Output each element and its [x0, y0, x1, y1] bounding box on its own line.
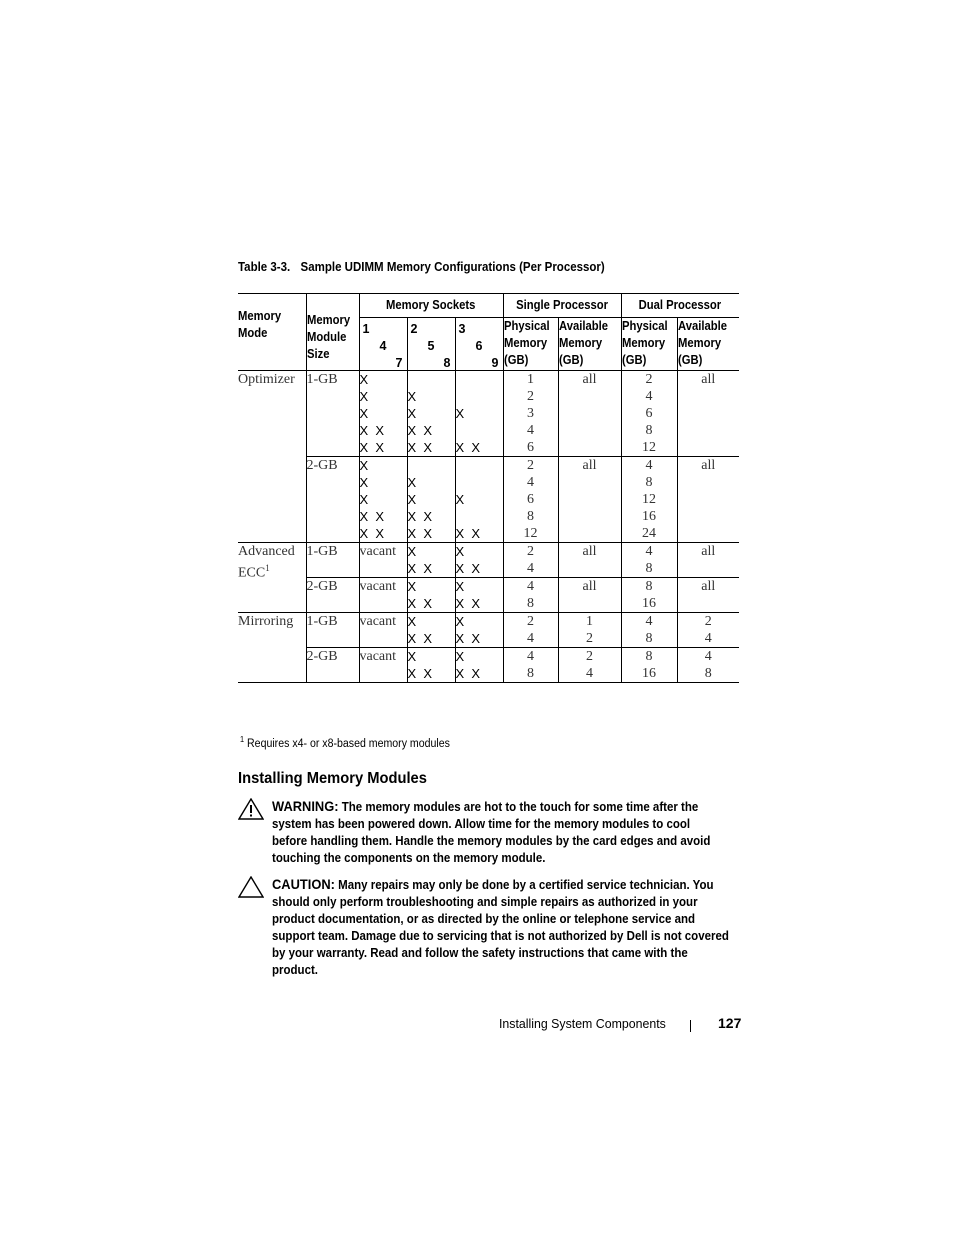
dual-available-cell: all: [677, 578, 739, 613]
warning-line: touching the components on the memory module.: [272, 851, 546, 865]
warning-line: system has been powered down. Allow time for the memory modules to cool: [272, 817, 691, 831]
memory-mode-cell: Mirroring: [238, 613, 306, 683]
warning-line: before handling them. Handle the memory modules by the card edges and avoid: [272, 834, 711, 848]
warning-label: WARNING:: [272, 798, 339, 814]
dual-physical-cell: 8 16: [621, 578, 677, 613]
single-physical-cell: 2 4: [503, 613, 558, 648]
single-physical-cell: 4 8: [503, 648, 558, 683]
table-title: Sample UDIMM Memory Configurations (Per Processor): [300, 260, 605, 274]
header-dual-available: Available Memory (GB): [677, 318, 739, 371]
table-row: [238, 578, 739, 613]
socket-2-cell: X X X: [407, 543, 455, 578]
table-row: [238, 543, 739, 578]
memory-config-table: [238, 293, 739, 683]
header-single-available: Available Memory (GB): [558, 318, 621, 371]
socket-3-cell: X X X: [455, 543, 503, 578]
single-physical-cell: 4 8: [503, 578, 558, 613]
caution-line: should only perform troubleshooting and simple repairs as authorized in your: [272, 895, 698, 909]
single-available-cell: all: [558, 578, 621, 613]
socket-1-cell: vacant: [359, 613, 407, 648]
footnote-mark: 1: [240, 735, 245, 744]
caution-line: product documentation, or as directed by the online or telephone service and: [272, 912, 696, 926]
table-caption: [238, 260, 605, 274]
socket-2-cell: X X X X X X: [407, 457, 455, 543]
header-memory-sockets: Memory Sockets: [359, 294, 503, 318]
socket-3-cell: X X X: [455, 371, 503, 457]
table-number: Table 3-3.: [238, 260, 291, 274]
socket-2-cell: X X X: [407, 648, 455, 683]
table-row: [238, 457, 739, 543]
header-socket-col-3: 3 6 9: [455, 318, 503, 371]
header-single-physical: Physical Memory (GB): [503, 318, 558, 371]
module-size-cell: 1-GB: [306, 613, 359, 648]
footer-separator: [690, 1020, 691, 1032]
table-row: [238, 648, 739, 683]
dual-physical-cell: 4 8 12 16 24: [621, 457, 677, 543]
socket-3-cell: X X X: [455, 648, 503, 683]
caution-line: by your warranty. Read and follow the safety instructions that came with the: [272, 946, 688, 960]
header-dual-physical: Physical Memory (GB): [621, 318, 677, 371]
header-dual-processor: Dual Processor: [621, 294, 739, 318]
memory-mode-cell: Optimizer: [238, 371, 306, 543]
memory-mode-cell: Advanced ECC$^1$: [238, 543, 306, 613]
single-physical-cell: 2 4: [503, 543, 558, 578]
socket-3-cell: X X X: [455, 457, 503, 543]
warning-line: WARNING: The memory modules are hot to the touch for some time after the: [272, 798, 699, 814]
socket-1-cell: vacant: [359, 578, 407, 613]
header-socket-col-2: 2 5 8: [407, 318, 455, 371]
caution-line: CAUTION: Many repairs may only be done by a certified service technician. You: [272, 876, 714, 892]
header-memory-mode: Memory Mode: [238, 294, 306, 371]
page-number: 127: [718, 1015, 742, 1031]
socket-2-cell: X X X X X X: [407, 371, 455, 457]
single-available-cell: all: [558, 371, 621, 457]
section-heading: Installing Memory Modules: [238, 770, 427, 787]
table-footnote: [240, 735, 450, 750]
dual-physical-cell: 8 16: [621, 648, 677, 683]
dual-physical-cell: 4 8: [621, 613, 677, 648]
dual-physical-cell: 4 8: [621, 543, 677, 578]
module-size-cell: 2-GB: [306, 457, 359, 543]
socket-1-cell: vacant: [359, 543, 407, 578]
dual-available-cell: 4 8: [677, 648, 739, 683]
single-available-cell: 2 4: [558, 648, 621, 683]
dual-physical-cell: 2 4 6 8 12: [621, 371, 677, 457]
footer-section-title: Installing System Components: [499, 1016, 666, 1031]
dual-available-cell: 2 4: [677, 613, 739, 648]
module-size-cell: 2-GB: [306, 648, 359, 683]
socket-1-cell: vacant: [359, 648, 407, 683]
single-available-cell: all: [558, 457, 621, 543]
single-available-cell: 1 2: [558, 613, 621, 648]
socket-3-cell: X X X: [455, 613, 503, 648]
caution-label: CAUTION:: [272, 876, 335, 892]
socket-3-cell: X X X: [455, 578, 503, 613]
single-available-cell: all: [558, 543, 621, 578]
dual-available-cell: all: [677, 371, 739, 457]
socket-1-cell: X X X X X X X: [359, 457, 407, 543]
warning-triangle-icon: [238, 798, 264, 820]
module-size-cell: 1-GB: [306, 371, 359, 457]
caution-line: support team. Damage due to servicing that is not authorized by Dell is not covered: [272, 929, 729, 943]
single-physical-cell: 2 4 6 8 12: [503, 457, 558, 543]
header-socket-col-1: 1 4 7: [359, 318, 407, 371]
single-physical-cell: 1 2 3 4 6: [503, 371, 558, 457]
footnote-text: Requires x4- or x8-based memory modules: [247, 737, 450, 750]
dual-available-cell: all: [677, 457, 739, 543]
header-single-processor: Single Processor: [503, 294, 621, 318]
caution-triangle-icon: [238, 876, 264, 898]
table-row: [238, 371, 739, 457]
module-size-cell: 1-GB: [306, 543, 359, 578]
header-module-size: Memory Module Size: [306, 294, 359, 371]
socket-1-cell: X X X X X X X: [359, 371, 407, 457]
socket-2-cell: X X X: [407, 613, 455, 648]
table-row: [238, 613, 739, 648]
socket-2-cell: X X X: [407, 578, 455, 613]
caution-line: product.: [272, 963, 318, 977]
dual-available-cell: all: [677, 543, 739, 578]
module-size-cell: 2-GB: [306, 578, 359, 613]
